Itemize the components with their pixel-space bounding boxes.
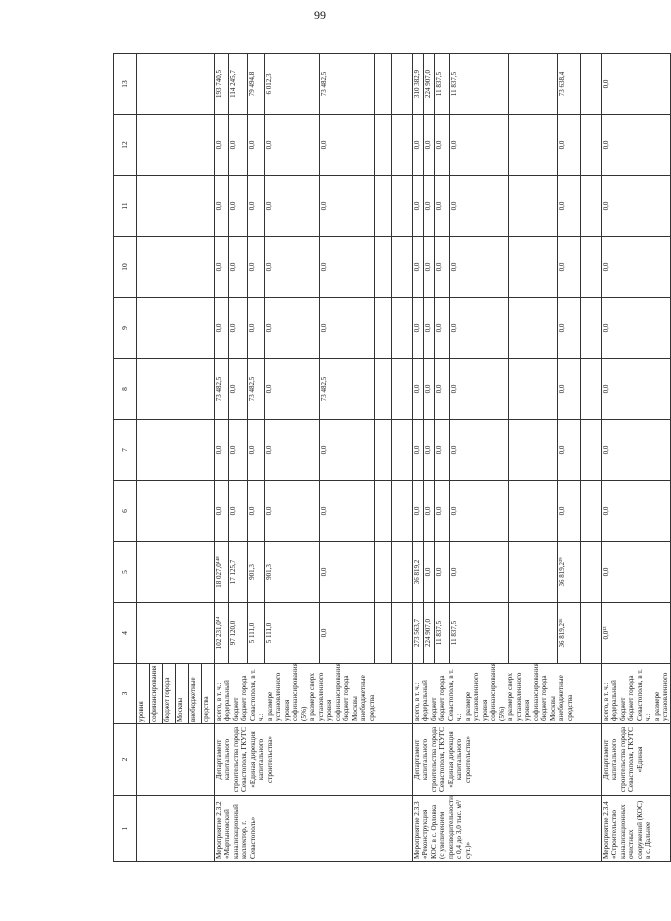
value-cell <box>375 298 392 358</box>
value-cell: 0,0 <box>424 542 435 602</box>
value-cell: 0,0 <box>215 237 229 297</box>
value-cell <box>509 115 558 175</box>
header-row <box>114 54 137 862</box>
value-column <box>413 237 601 297</box>
value-column <box>413 420 601 480</box>
value-cell: 0,0 <box>248 176 265 236</box>
value-cell: 0,0 <box>450 420 509 480</box>
value-cell: 0,0 <box>558 298 581 358</box>
rotated-table-wrapper <box>113 54 670 862</box>
value-column <box>215 298 412 358</box>
measure-name: Мероприятие 2.3.2 «Мартыновский канализационный коллектор, г. Севастополь» <box>215 796 413 862</box>
value-cell <box>581 176 602 236</box>
value-cell: 0,0 <box>320 481 375 541</box>
value-cell <box>375 603 392 663</box>
value-cell: 0,0 <box>450 237 509 297</box>
value-column <box>215 115 412 175</box>
header-col-8: 8 <box>114 359 137 420</box>
value-cell <box>375 481 392 541</box>
value-cell: 0,0 <box>450 176 509 236</box>
value-cell: 0,0 <box>424 359 435 419</box>
value-cell: 0,0 <box>602 262 610 272</box>
measure-source: всего, в т. ч.: федеральный бюджет бюджет города Севастополя, в т. ч.: в размере установленного уровня софинансирования (5%) в размере сверх установленного уровня софинансирования бюджет города Москвы внебюджетные средства <box>413 664 602 724</box>
value-column <box>602 298 616 358</box>
value-cell <box>375 420 392 480</box>
value-cell: 5 111,0 <box>265 603 320 663</box>
value-column <box>602 603 616 663</box>
value-column <box>602 176 616 236</box>
value-cell <box>392 420 413 480</box>
value-cell: 0,0 <box>602 445 610 455</box>
value-cell: 0,0 <box>215 481 229 541</box>
value-cell: 0,0 <box>320 603 375 663</box>
value-cell: 0,0 <box>450 115 509 175</box>
value-cell <box>581 237 602 297</box>
value-cell <box>581 603 602 663</box>
value-cell: 0,0 <box>413 359 424 419</box>
header-col-7: 7 <box>114 420 137 481</box>
header-col-11: 11 <box>114 176 137 237</box>
value-cell: 0,0 <box>602 567 610 577</box>
value-cell <box>509 176 558 236</box>
value-cell: 0,0 <box>450 481 509 541</box>
continuation-source-line: бюджет города <box>163 664 176 723</box>
continuation-source-line: уровня <box>137 664 150 723</box>
value-cell: 0,0 <box>229 176 248 236</box>
value-cell <box>375 176 392 236</box>
value-cell: 97 120,0 <box>229 603 248 663</box>
continuation-source-line: средства <box>202 696 210 722</box>
value-cell: 0,0 <box>602 140 610 150</box>
value-cell: 36 819,2³⁹ <box>558 542 581 602</box>
value-cell: 36 819,2 <box>413 542 424 602</box>
value-cell: 0,0 <box>229 420 248 480</box>
measure-row-2-3-4 <box>602 54 671 862</box>
value-cell: 0,0 <box>602 506 610 516</box>
value-column <box>413 481 601 541</box>
value-column <box>602 359 616 419</box>
value-cell: 11 837,5 <box>435 603 450 663</box>
value-cell: 0,0 <box>413 176 424 236</box>
value-cell <box>581 298 602 358</box>
value-cell: 6 012,3 <box>265 54 320 114</box>
value-cell: 79 494,8 <box>248 54 265 114</box>
value-cell <box>509 359 558 419</box>
value-column <box>413 176 601 236</box>
value-cell: 0,0 <box>558 237 581 297</box>
value-cell <box>375 542 392 602</box>
header-col-12: 12 <box>114 115 137 176</box>
value-cell: 17 125,7 <box>229 542 248 602</box>
value-cell <box>509 298 558 358</box>
continuation-executor-cell <box>137 724 215 796</box>
value-cell <box>375 115 392 175</box>
header-col-2: 2 <box>114 724 137 796</box>
value-cell: 0,0 <box>320 237 375 297</box>
value-cell: 102 231,0¹⁴ <box>215 603 229 663</box>
value-cell: 224 907,0 <box>424 603 435 663</box>
value-column <box>215 603 412 663</box>
value-cell <box>581 420 602 480</box>
value-cell: 0,0 <box>265 420 320 480</box>
value-cell: 901,3 <box>265 542 320 602</box>
header-col-10: 10 <box>114 237 137 298</box>
value-cell: 0,0 <box>435 176 450 236</box>
value-cell: 0,0 <box>265 176 320 236</box>
value-cell: 0,0 <box>320 115 375 175</box>
value-cell: 0,0 <box>450 542 509 602</box>
value-column <box>413 298 601 358</box>
value-cell: 0,0¹³ <box>602 626 610 640</box>
value-cell <box>392 176 413 236</box>
value-cell: 0,0 <box>424 237 435 297</box>
value-column <box>215 481 412 541</box>
value-cell <box>375 359 392 419</box>
value-cell: 0,0 <box>265 481 320 541</box>
value-cell: 73 482,5 <box>248 359 265 419</box>
value-cell <box>581 481 602 541</box>
value-cell: 0,0 <box>248 237 265 297</box>
measure-executor: Департамент капитального строительства города Севастополя, ГКУГС «Единая дирекция капитального строительства» <box>215 724 413 796</box>
value-cell: 0,0 <box>229 237 248 297</box>
value-cell: 0,0 <box>248 420 265 480</box>
value-cell: 0,0 <box>424 298 435 358</box>
value-cell: 0,0 <box>215 420 229 480</box>
value-cell: 5 111,0 <box>248 603 265 663</box>
value-cell <box>392 359 413 419</box>
value-column <box>215 359 412 419</box>
measure-source: всего, в т. ч.: федеральный бюджет бюджет города Севастополя, в т. ч.: в размере установленного <box>602 664 671 724</box>
value-cell: 310 382,9 <box>413 54 424 114</box>
value-column <box>215 176 412 236</box>
value-cell <box>509 603 558 663</box>
measure-name: Мероприятие 2.3.4 «Строительство канализационных очистных сооружений (КОС) в с. Дальнее <box>602 796 671 862</box>
value-column <box>413 115 601 175</box>
value-cell <box>392 298 413 358</box>
value-cell: 0,0 <box>215 115 229 175</box>
value-column <box>215 237 412 297</box>
value-cell: 0,0 <box>558 481 581 541</box>
value-cell: 0,0 <box>602 384 610 394</box>
value-cell <box>392 542 413 602</box>
value-cell: 0,0 <box>413 481 424 541</box>
value-cell <box>581 542 602 602</box>
value-cell: 0,0 <box>229 115 248 175</box>
value-cell <box>392 54 413 114</box>
value-cell <box>392 237 413 297</box>
value-cell: 0,0 <box>320 420 375 480</box>
header-col-9: 9 <box>114 298 137 359</box>
header-col-13: 13 <box>114 54 137 115</box>
value-cell: 73 638,4 <box>558 54 581 114</box>
value-cell: 0,0 <box>435 298 450 358</box>
value-cell <box>509 54 558 114</box>
continuation-source-cell <box>137 664 215 724</box>
value-column <box>602 237 616 297</box>
value-column <box>602 54 616 114</box>
value-cell: 0,0 <box>229 359 248 419</box>
value-cell: 0,0 <box>265 115 320 175</box>
header-col-5: 5 <box>114 542 137 603</box>
value-cell: 0,0 <box>435 542 450 602</box>
value-cell: 114 245,7 <box>229 54 248 114</box>
value-cell: 0,0 <box>320 542 375 602</box>
value-cell: 273 563,7 <box>413 603 424 663</box>
value-cell: 0,0 <box>435 115 450 175</box>
value-cell: 73 482,5 <box>320 359 375 419</box>
continuation-source-line: софинансирования <box>150 664 163 723</box>
value-cell: 0,0 <box>435 359 450 419</box>
value-cell: 0,0 <box>229 481 248 541</box>
value-cell: 0,0 <box>558 420 581 480</box>
header-col-6: 6 <box>114 481 137 542</box>
value-cell <box>392 115 413 175</box>
value-cell: 18 027,0¹⁴⁸ <box>215 542 229 602</box>
value-column <box>602 542 616 602</box>
value-cell: 11 837,5 <box>450 603 509 663</box>
value-cell: 11 837,5 <box>450 54 509 114</box>
measure-source: всего, в т. ч.: федеральный бюджет бюджет города Севастополя, в т. ч.: в размере установленного уровня софинансирования (5%) в размере сверх установленного уровня софинансирования бюджет города Москвы внебюджетные средства <box>215 664 413 724</box>
value-cell: 0,0 <box>558 115 581 175</box>
value-cell <box>509 481 558 541</box>
value-column <box>215 542 412 602</box>
value-cell: 0,0 <box>413 237 424 297</box>
value-column <box>602 115 616 175</box>
value-cell: 0,0 <box>248 481 265 541</box>
value-cell <box>581 115 602 175</box>
value-cell: 0,0 <box>229 298 248 358</box>
value-cell: 0,0 <box>435 420 450 480</box>
value-column <box>413 603 601 663</box>
value-cell: 224 907,0 <box>424 54 435 114</box>
measure-row-2-3-3 <box>413 54 602 862</box>
value-column <box>602 420 616 480</box>
page-number: 99 <box>314 8 326 22</box>
header-col-1: 1 <box>114 796 137 862</box>
value-cell: 0,0 <box>413 298 424 358</box>
value-cell: 0,0 <box>602 323 610 333</box>
value-column <box>602 481 616 541</box>
value-column <box>215 420 412 480</box>
value-cell: 0,0 <box>450 298 509 358</box>
value-cell <box>375 237 392 297</box>
value-cell: 0,0 <box>248 298 265 358</box>
value-cell: 193 740,5 <box>215 54 229 114</box>
value-cell <box>581 359 602 419</box>
value-cell: 73 482,5 <box>215 359 229 419</box>
value-cell <box>392 481 413 541</box>
value-cell: 73 482,5 <box>320 54 375 114</box>
value-cell: 901,3 <box>248 542 265 602</box>
value-cell: 11 837,5 <box>435 54 450 114</box>
continuation-source-list <box>137 664 214 723</box>
value-cell: 0,0 <box>435 481 450 541</box>
value-cell: 0,0 <box>602 201 610 211</box>
value-cell: 0,0 <box>424 176 435 236</box>
value-cell <box>509 237 558 297</box>
value-column <box>413 542 601 602</box>
value-cell: 0,0 <box>320 298 375 358</box>
value-cell: 0,0 <box>215 176 229 236</box>
value-cell: 0,0 <box>558 176 581 236</box>
value-cell <box>581 54 602 114</box>
value-cell <box>509 542 558 602</box>
value-cell: 0,0 <box>248 115 265 175</box>
continuation-source-line: Москвы <box>176 664 189 723</box>
measure-row-2-3-2 <box>215 54 413 862</box>
value-cell: 0,0 <box>558 359 581 419</box>
value-cell: 0,0 <box>265 237 320 297</box>
measure-executor: Департамент капитального строительства города Севастополя, ГКУГС «Единая дирекция капитального строительства» <box>413 724 602 796</box>
value-cell: 0,0 <box>265 298 320 358</box>
value-cell: 0,0 <box>265 359 320 419</box>
value-column <box>413 359 601 419</box>
value-cell: 36 819,2³⁶ <box>558 603 581 663</box>
value-cell: 0,0 <box>424 420 435 480</box>
value-cell: 0,0 <box>435 237 450 297</box>
header-col-3: 3 <box>114 664 137 724</box>
measure-executor: Департамент капитального строительства города Севастополя, ГКУГС «Единая <box>602 724 671 796</box>
value-cell: 0,0 <box>602 79 610 89</box>
value-cell: 0,0 <box>413 115 424 175</box>
value-cell: 0,0 <box>424 481 435 541</box>
value-cell <box>375 54 392 114</box>
header-col-4: 4 <box>114 603 137 664</box>
continuation-measure-cell <box>137 796 215 862</box>
continuation-source-line: внебюджетные <box>189 664 202 723</box>
value-cell <box>392 603 413 663</box>
value-cell: 0,0 <box>320 176 375 236</box>
value-cell: 0,0 <box>215 298 229 358</box>
value-column <box>413 54 601 114</box>
value-column <box>215 54 412 114</box>
value-cell: 0,0 <box>424 115 435 175</box>
measure-name: Мероприятие 2.3.3 «Реконструкция КОС в с. Орловка (с увеличением производительности с 0,4 до 3,0 тыс. м³/сут.)» <box>413 796 602 862</box>
value-cell <box>509 420 558 480</box>
value-cell: 0,0 <box>450 359 509 419</box>
continuation-row <box>137 54 215 862</box>
value-cell: 0,0 <box>413 420 424 480</box>
budget-table <box>113 53 671 862</box>
